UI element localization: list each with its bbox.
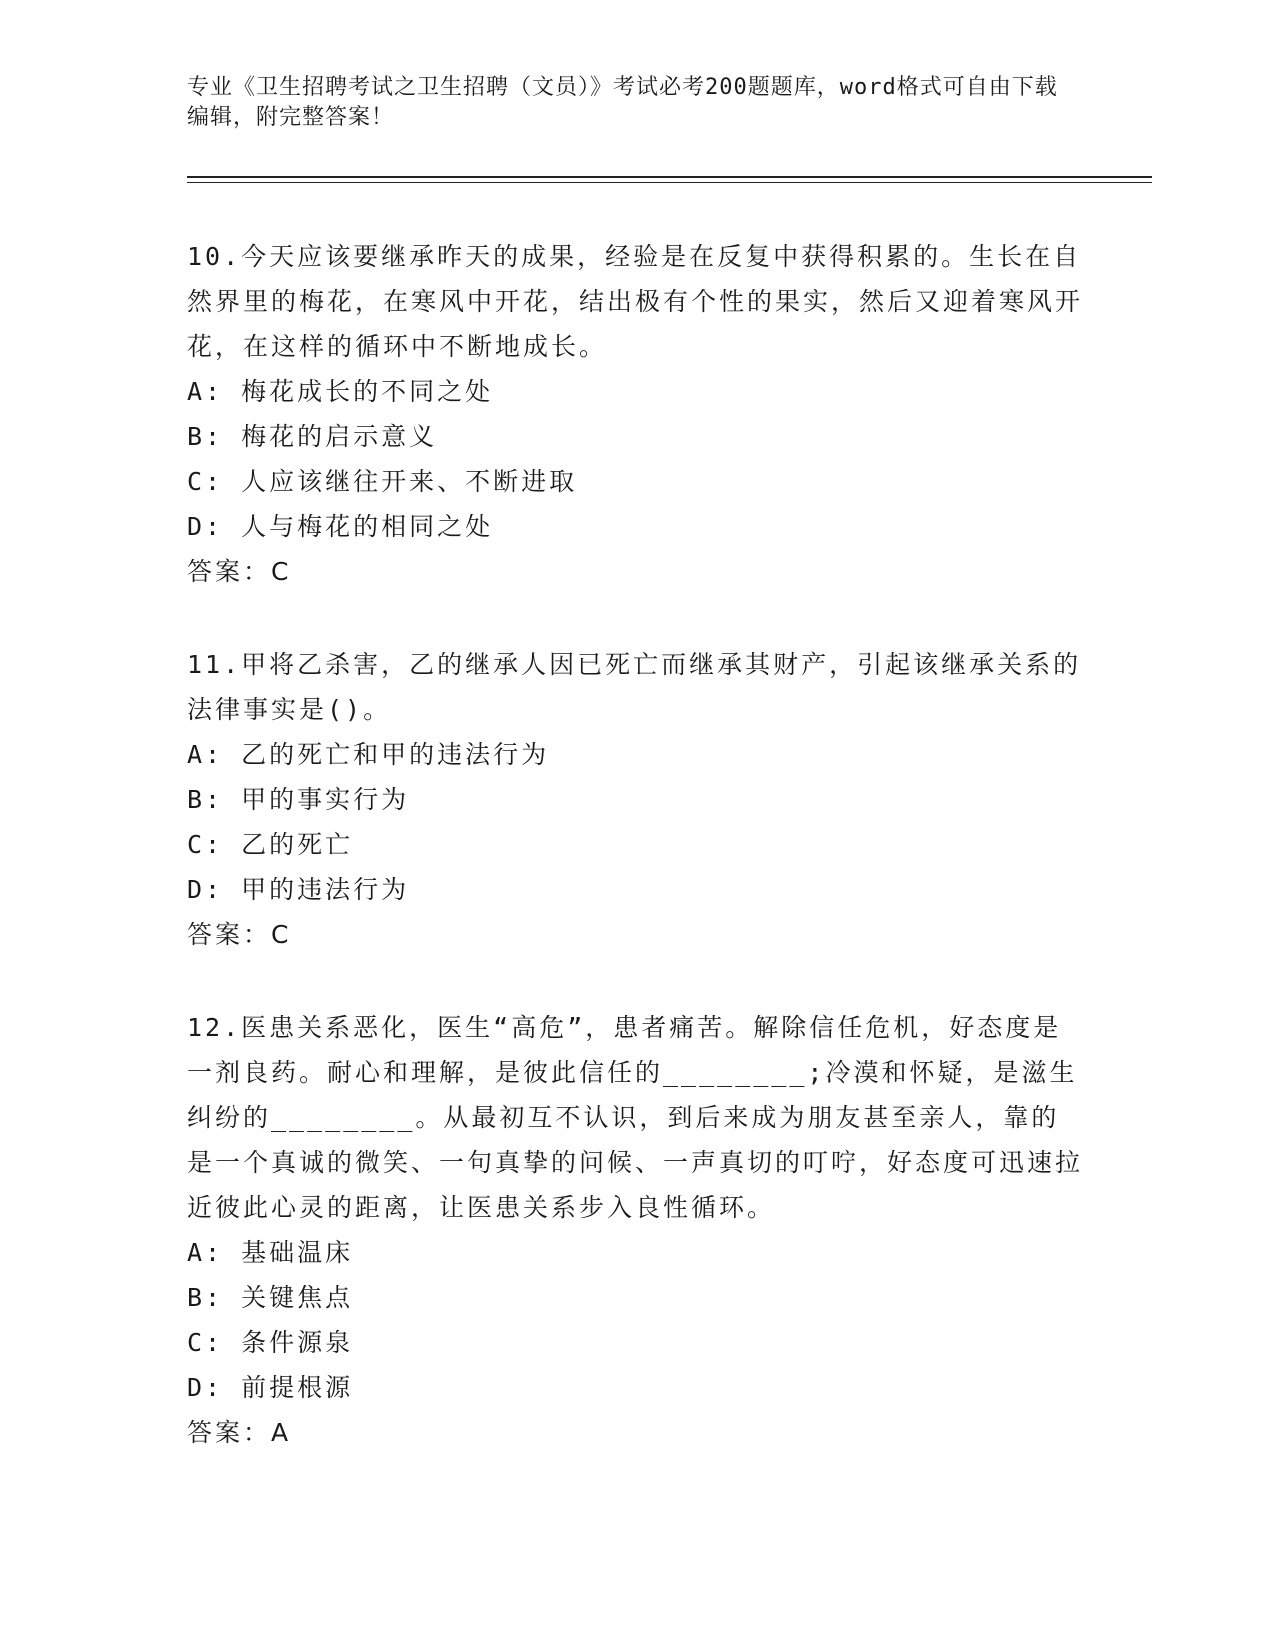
answer-line: 答案：C xyxy=(187,920,292,949)
header-divider-thin xyxy=(187,182,1152,183)
question-stem: 10.今天应该要继承昨天的成果，经验是在反复中获得积累的。生长在自然界里的梅花，在寒风中开花，结出极有个性的果实，然后又迎着寒风开花，在这样的循环中不断地成长。 xyxy=(187,242,1084,361)
option-b: B: 关键焦点 xyxy=(187,1283,354,1312)
option-c: C: 乙的死亡 xyxy=(187,830,354,859)
option-d: D: 前提根源 xyxy=(187,1373,354,1402)
option-a: A: 梅花成长的不同之处 xyxy=(187,377,494,406)
question-block xyxy=(187,234,1087,594)
option-c: C: 条件源泉 xyxy=(187,1328,354,1357)
option-b: B: 甲的事实行为 xyxy=(187,785,410,814)
question-stem: 12.医患关系恶化，医生“高危”，患者痛苦。解除信任危机，好态度是一剂良药。耐心和理解，是彼此信任的________;冷漠和怀疑，是滋生纠纷的________。从最初互不认识，到后来成为朋友甚至亲人，靠的是一个真诚的微笑、一句真挚的问候、一声真切的叮咛，好态度可迅速拉近彼此心灵的距离，让医患关系步入良性循环。 xyxy=(187,1013,1084,1222)
question-block xyxy=(187,1005,1087,1455)
answer-line: 答案：A xyxy=(187,1418,292,1447)
option-c: C: 人应该继往开来、不断进取 xyxy=(187,467,578,496)
header-divider-thick xyxy=(187,176,1152,178)
question-block xyxy=(187,642,1087,957)
document-header: 专业《卫生招聘考试之卫生招聘（文员）》考试必考200题题库，word格式可自由下载编辑，附完整答案！ xyxy=(187,75,1058,130)
option-b: B: 梅花的启示意义 xyxy=(187,422,438,451)
answer-line: 答案：C xyxy=(187,557,292,586)
option-a: A: 基础温床 xyxy=(187,1238,354,1267)
option-d: D: 人与梅花的相同之处 xyxy=(187,512,494,541)
question-stem: 11.甲将乙杀害，乙的继承人因已死亡而继承其财产，引起该继承关系的法律事实是()。 xyxy=(187,650,1082,724)
option-d: D: 甲的违法行为 xyxy=(187,875,410,904)
option-a: A: 乙的死亡和甲的违法行为 xyxy=(187,740,550,769)
